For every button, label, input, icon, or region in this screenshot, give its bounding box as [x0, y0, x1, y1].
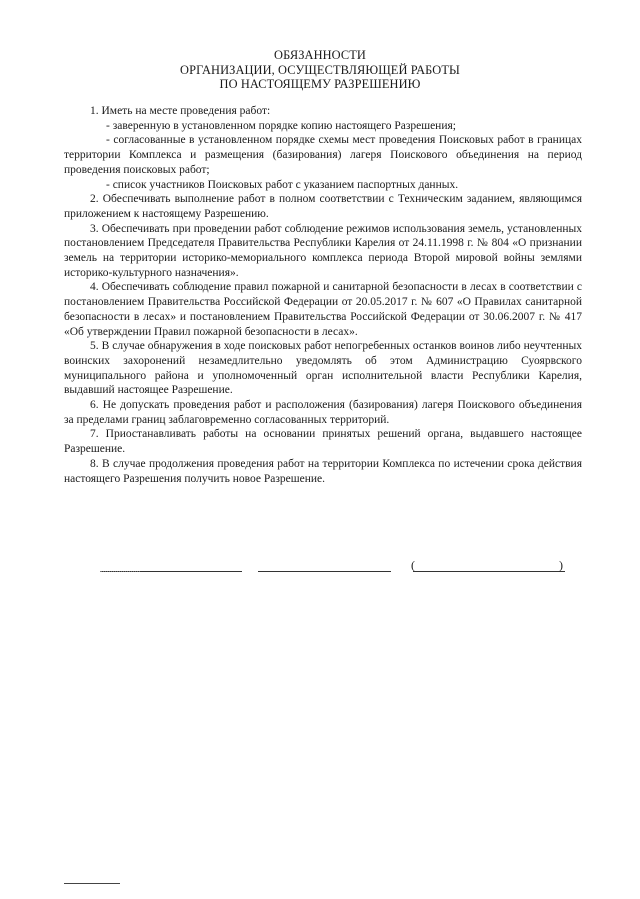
- paragraph-3: 3. Обеспечивать при проведении работ соблюдение режимов использования земель, установленных постановлением Председателя Правительства Республики Карелия от 24.11.1998 г. № 804 «О признании земель на территории историко-мемориального комплекса периода Второй мировой войны землями историко-культурного назначения».: [64, 222, 582, 279]
- title-line-2: ОРГАНИЗАЦИИ, ОСУЩЕСТВЛЯЮЩЕЙ РАБОТЫ: [180, 62, 460, 77]
- name-paren-open: (: [411, 558, 415, 572]
- paragraph-5: 5. В случае обнаружения в ходе поисковых работ непогребенных останков воинов либо неучтенных воинских захоронений незамедлительно уведомлять об этом Администрацию Суоярвского муниципального района и уполномоченный орган исполнительной власти Республики Карелия, выдавший настоящее Разрешение.: [64, 340, 582, 397]
- paragraph-1-sub-schemes: - согласованные в установленном порядке схемы мест проведения Поисковых работ в границах территории Комплекса и размещения (базирования) лагеря Поискового объединения на период проведения поисковых работ;: [64, 134, 582, 176]
- paragraph-8: 8. В случае продолжения проведения работ на территории Комплекса по истечении срока действия настоящего Разрешения получить новое Разрешение.: [64, 457, 582, 485]
- name-paren-close: ): [559, 558, 563, 572]
- document-title: [0, 48, 640, 92]
- paragraph-1: 1. Иметь на месте проведения работ:: [90, 105, 271, 117]
- title-line-3: ПО НАСТОЯЩЕМУ РАЗРЕШЕНИЮ: [219, 77, 421, 91]
- name-line: [413, 557, 565, 572]
- paragraph-4: 4. Обеспечивать соблюдение правил пожарной и санитарной безопасности в лесах в соответствии с постановлением Правительства Российской Федерации от 20.05.2017 г. № 607 «О Правилах санитарной безопасности в лесах» и постановлением Правительства Российской Федерации от 30.06.2007 г. № 417 «Об утверждении Правил пожарной безопасности в лесах».: [64, 281, 582, 338]
- signature-block: [100, 557, 570, 577]
- paragraph-1-sub-copy: - заверенную в установленном порядке копию настоящего Разрешения;: [106, 119, 456, 132]
- paragraph-2: 2. Обеспечивать выполнение работ в полном соответствии с Техническим заданием, являющимся приложением к настоящему Разрешению.: [64, 193, 582, 220]
- title-line-1: ОБЯЗАННОСТИ: [274, 48, 366, 62]
- footnote-rule: [64, 883, 120, 884]
- paragraph-7: 7. Приостанавливать работы на основании принятых решений органа, выдавшего настоящее Разрешение.: [64, 428, 582, 456]
- signature-line: [258, 557, 391, 572]
- position-line: [100, 557, 242, 572]
- document-body: [64, 104, 582, 486]
- paragraph-1-sub-participants: - список участников Поисковых работ с указанием паспортных данных.: [106, 178, 459, 191]
- paragraph-6: 6. Не допускать проведения работ и расположения (базирования) лагеря Поискового объединения за пределами границ заблаговременно согласованных территорий.: [64, 399, 582, 426]
